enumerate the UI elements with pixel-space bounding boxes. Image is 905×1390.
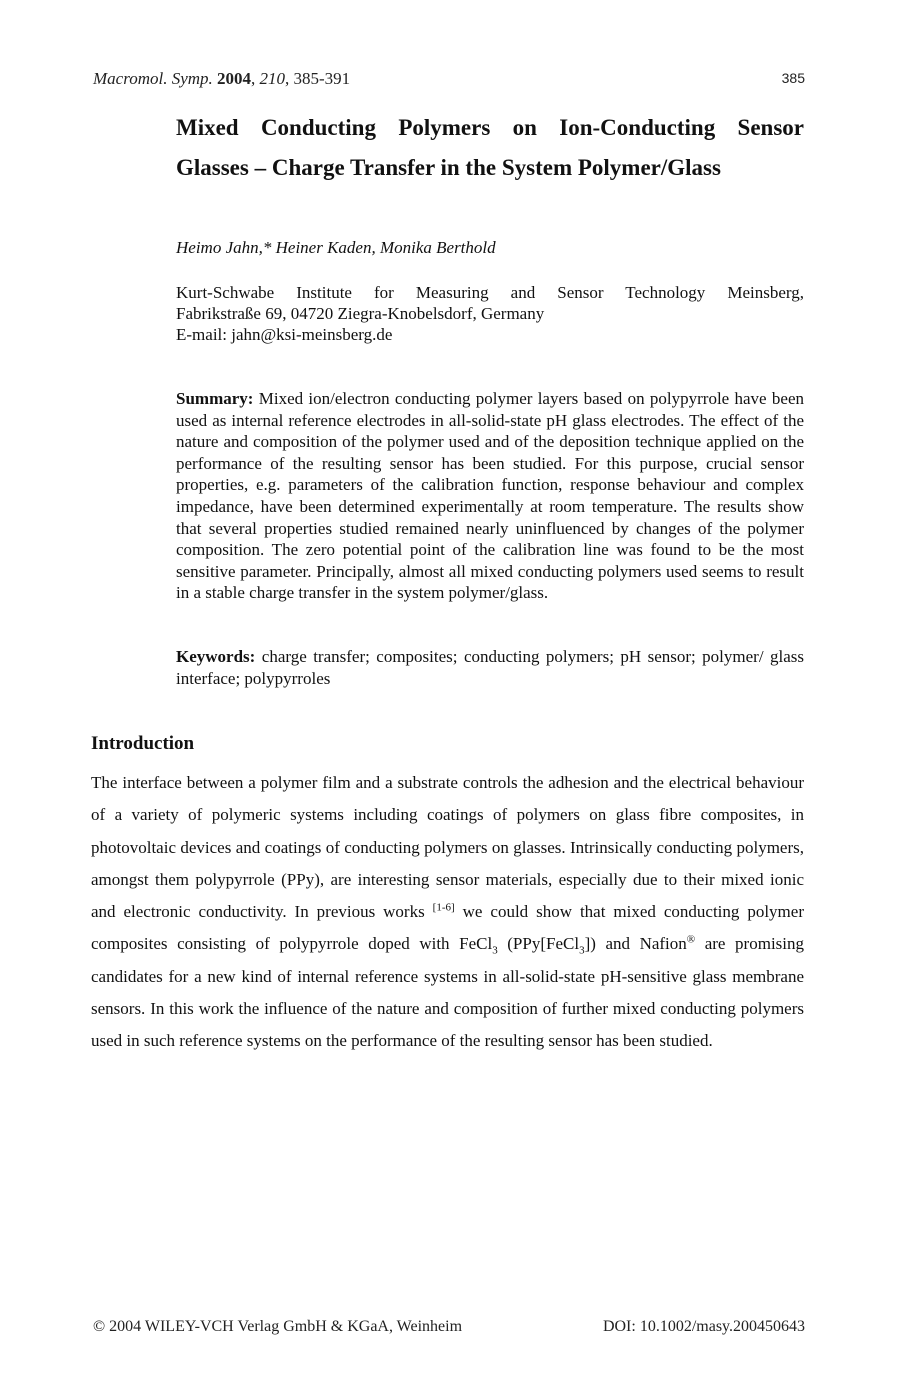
journal-citation: Macromol. Symp. 2004, 210, 385-391 bbox=[93, 69, 351, 88]
intro-text-3: (PPy[FeCl bbox=[497, 934, 580, 954]
intro-text-4: ]) and Nafion bbox=[584, 934, 687, 954]
subscript-3b: 3 bbox=[579, 944, 585, 957]
journal-pages: 385-391 bbox=[293, 69, 351, 88]
intro-text-1: The interface between a polymer film and a substrate controls the adhesion and the electrical behaviour of a variety of polymeric systems including coatings of polymers on glass fibre composites, in photovoltaic devices and coatings of conducting polymers on glasses. Intrinsically conducting polymers, amongst them polypyrrole (PPy), are interesting sensor materials, especially due to their mixed ionic and electronic conductivity. In previous works bbox=[91, 773, 804, 922]
citation-ref: [1-6] bbox=[432, 901, 455, 914]
subscript-3: 3 bbox=[492, 944, 498, 957]
journal-volume: 210 bbox=[259, 69, 286, 88]
keywords-label: Keywords: bbox=[176, 647, 256, 666]
article-title bbox=[176, 108, 804, 188]
summary-label: Summary: bbox=[176, 389, 254, 408]
copyright-notice: © 2004 WILEY-VCH Verlag GmbH & KGaA, Weinheim bbox=[93, 1318, 463, 1335]
title-line-1: Mixed Conducting Polymers on Ion-Conducting Sensor bbox=[176, 115, 804, 140]
summary-text: Mixed ion/electron conducting polymer layers based on polypyrrole have been used as internal reference electrodes in all-solid-state pH glass electrodes. The effect of the nature and composition of the polymer used and of the deposition technique applied on the performance of the resulting sensor has been studied. For this purpose, crucial sensor properties, e.g. parameters of the calibration function, response behaviour and complex impedance, have been determined experimentally at room temperature. The results show that several properties studied remained nearly uninfluenced by changes of the polymer composition. The zero potential point of the calibration line was found to be the most sensitive parameter. Principally, almost all mixed conducting polymers used seems to result in a stable charge transfer in the system polymer/glass. bbox=[176, 389, 804, 603]
journal-year: 2004 bbox=[217, 69, 252, 88]
intro-text-2: we could show that mixed conducting polymer composites consisting of polypyrrole doped with FeCl bbox=[91, 902, 804, 954]
title-line-2: Glasses – Charge Transfer in the System Polymer/Glass bbox=[176, 155, 721, 180]
journal-name: Macromol. Symp. bbox=[93, 69, 213, 88]
keywords-text: charge transfer; composites; conducting polymers; pH sensor; polymer/ glass interface; polypyrroles bbox=[176, 647, 804, 688]
author-list: Heimo Jahn,* Heiner Kaden, Monika Berthold bbox=[176, 238, 496, 257]
page-footer bbox=[93, 1318, 805, 1340]
keywords bbox=[176, 646, 804, 689]
page-number: 385 bbox=[781, 70, 805, 86]
summary-abstract bbox=[176, 388, 804, 604]
section-heading-introduction: Introduction bbox=[91, 733, 195, 754]
registered-mark: ® bbox=[686, 933, 696, 946]
affiliation-email: E-mail: jahn@ksi-meinsberg.de bbox=[176, 325, 393, 344]
doi-reference: DOI: 10.1002/masy.200450643 bbox=[602, 1318, 805, 1335]
running-head bbox=[93, 69, 805, 91]
affiliation-line-1: Kurt-Schwabe Institute for Measuring and Sensor Technology Meinsberg, bbox=[176, 283, 804, 302]
affiliation bbox=[176, 282, 804, 345]
introduction-paragraph bbox=[91, 767, 804, 1058]
intro-text-5: are promising candidates for a new kind of internal reference systems in all-solid-state pH-sensitive glass membrane sensors. In this work the influence of the nature and composition of further mixed conducting polymers used in such reference systems on the performance of the resulting sensor has been studied. bbox=[91, 934, 805, 1051]
affiliation-line-2: Fabrikstraße 69, 04720 Ziegra-Knobelsdorf, Germany bbox=[176, 304, 545, 323]
